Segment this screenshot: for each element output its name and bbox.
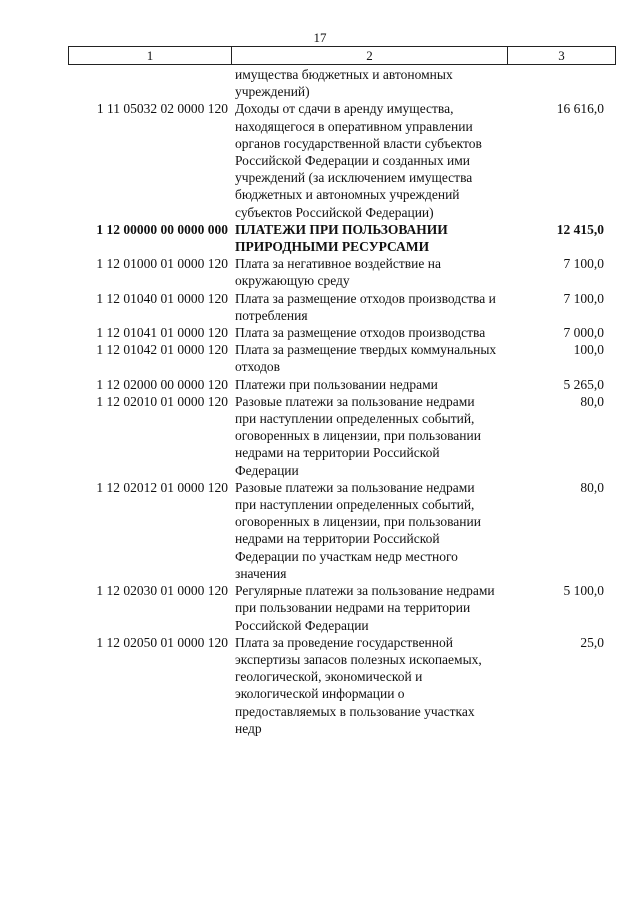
row-code: 1 12 02000 00 0000 120 bbox=[96, 376, 228, 392]
row-code: 1 12 01041 01 0000 120 bbox=[96, 325, 228, 341]
row-name: Разовые платежи за пользование недрами при наступлении определенных событий, оговоренных в лицензии, при пользовании недрами на территории Российской Федерации bbox=[235, 393, 481, 478]
table-row bbox=[68, 341, 616, 375]
row-amount: 80,0 bbox=[580, 479, 604, 495]
row-name: Разовые платежи за пользование недрами при наступлении определенных событий, оговоренных в лицензии, при пользовании недрами на территории Российской Федерации по участкам недр местного значения bbox=[235, 479, 481, 581]
row-code: 1 12 02030 01 0000 120 bbox=[96, 583, 228, 599]
row-name: ПЛАТЕЖИ ПРИ ПОЛЬЗОВАНИИ ПРИРОДНЫМИ РЕСУРСАМИ bbox=[235, 221, 448, 255]
row-name: Доходы от сдачи в аренду имущества, находящегося в оперативном управлении органов государственной власти субъектов Российской Федерации и созданных ими учреждений (за исключением имущества бюджетных и автономных учреждений субъектов Российской Федерации) bbox=[235, 101, 482, 220]
page-number: 17 bbox=[313, 30, 327, 45]
row-amount: 7 100,0 bbox=[563, 290, 604, 306]
row-code: 1 12 02010 01 0000 120 bbox=[96, 393, 228, 409]
table-row bbox=[68, 582, 616, 634]
table-row bbox=[68, 100, 616, 220]
row-name: Платежи при пользовании недрами bbox=[235, 376, 438, 392]
table-row-section bbox=[68, 221, 616, 255]
row-amount: 80,0 bbox=[580, 393, 604, 409]
row-name: Регулярные платежи за пользование недрами при пользовании недрами на территории Российской Федерации bbox=[235, 583, 495, 633]
row-amount: 5 265,0 bbox=[563, 376, 604, 392]
row-code: 1 12 01040 01 0000 120 bbox=[96, 290, 228, 306]
row-code: 1 12 00000 00 0000 000 bbox=[96, 221, 228, 237]
row-amount: 7 100,0 bbox=[563, 256, 604, 272]
row-code: 1 11 05032 02 0000 120 bbox=[96, 101, 228, 117]
row-amount: 16 616,0 bbox=[556, 101, 604, 117]
table-row bbox=[68, 66, 616, 100]
row-name: Плата за размещение отходов производства и потребления bbox=[235, 290, 496, 323]
row-amount: 25,0 bbox=[580, 634, 604, 650]
row-amount: 5 100,0 bbox=[563, 583, 604, 599]
row-amount: 7 000,0 bbox=[563, 325, 604, 341]
row-code: 1 12 02012 01 0000 120 bbox=[96, 479, 228, 495]
table-row bbox=[68, 393, 616, 479]
table-row bbox=[68, 479, 616, 582]
table-row bbox=[68, 324, 616, 341]
row-name: Плата за проведение государственной экспертизы запасов полезных ископаемых, геологической, экономической и экологической информации о предоставляемых в пользование участках недр bbox=[235, 634, 482, 736]
row-amount: 100,0 bbox=[573, 342, 604, 358]
table-body bbox=[68, 66, 616, 737]
row-name: Плата за негативное воздействие на окружающую среду bbox=[235, 256, 441, 289]
row-name: Плата за размещение отходов производства bbox=[235, 325, 486, 341]
table-row bbox=[68, 290, 616, 324]
row-amount: 12 415,0 bbox=[556, 221, 604, 237]
column-header-1: 1 bbox=[69, 47, 232, 64]
table-row bbox=[68, 634, 616, 737]
row-code: 1 12 01000 01 0000 120 bbox=[96, 256, 228, 272]
column-header-3: 3 bbox=[558, 48, 565, 63]
column-header-2: 2 bbox=[232, 47, 508, 64]
table-header bbox=[68, 46, 616, 65]
row-code: 1 12 02050 01 0000 120 bbox=[96, 634, 228, 650]
row-name: Плата за размещение твердых коммунальных отходов bbox=[235, 342, 497, 375]
row-name: имущества бюджетных и автономных учреждений) bbox=[235, 67, 453, 100]
table-row bbox=[68, 376, 616, 393]
row-code: 1 12 01042 01 0000 120 bbox=[96, 342, 228, 358]
table-row bbox=[68, 255, 616, 289]
